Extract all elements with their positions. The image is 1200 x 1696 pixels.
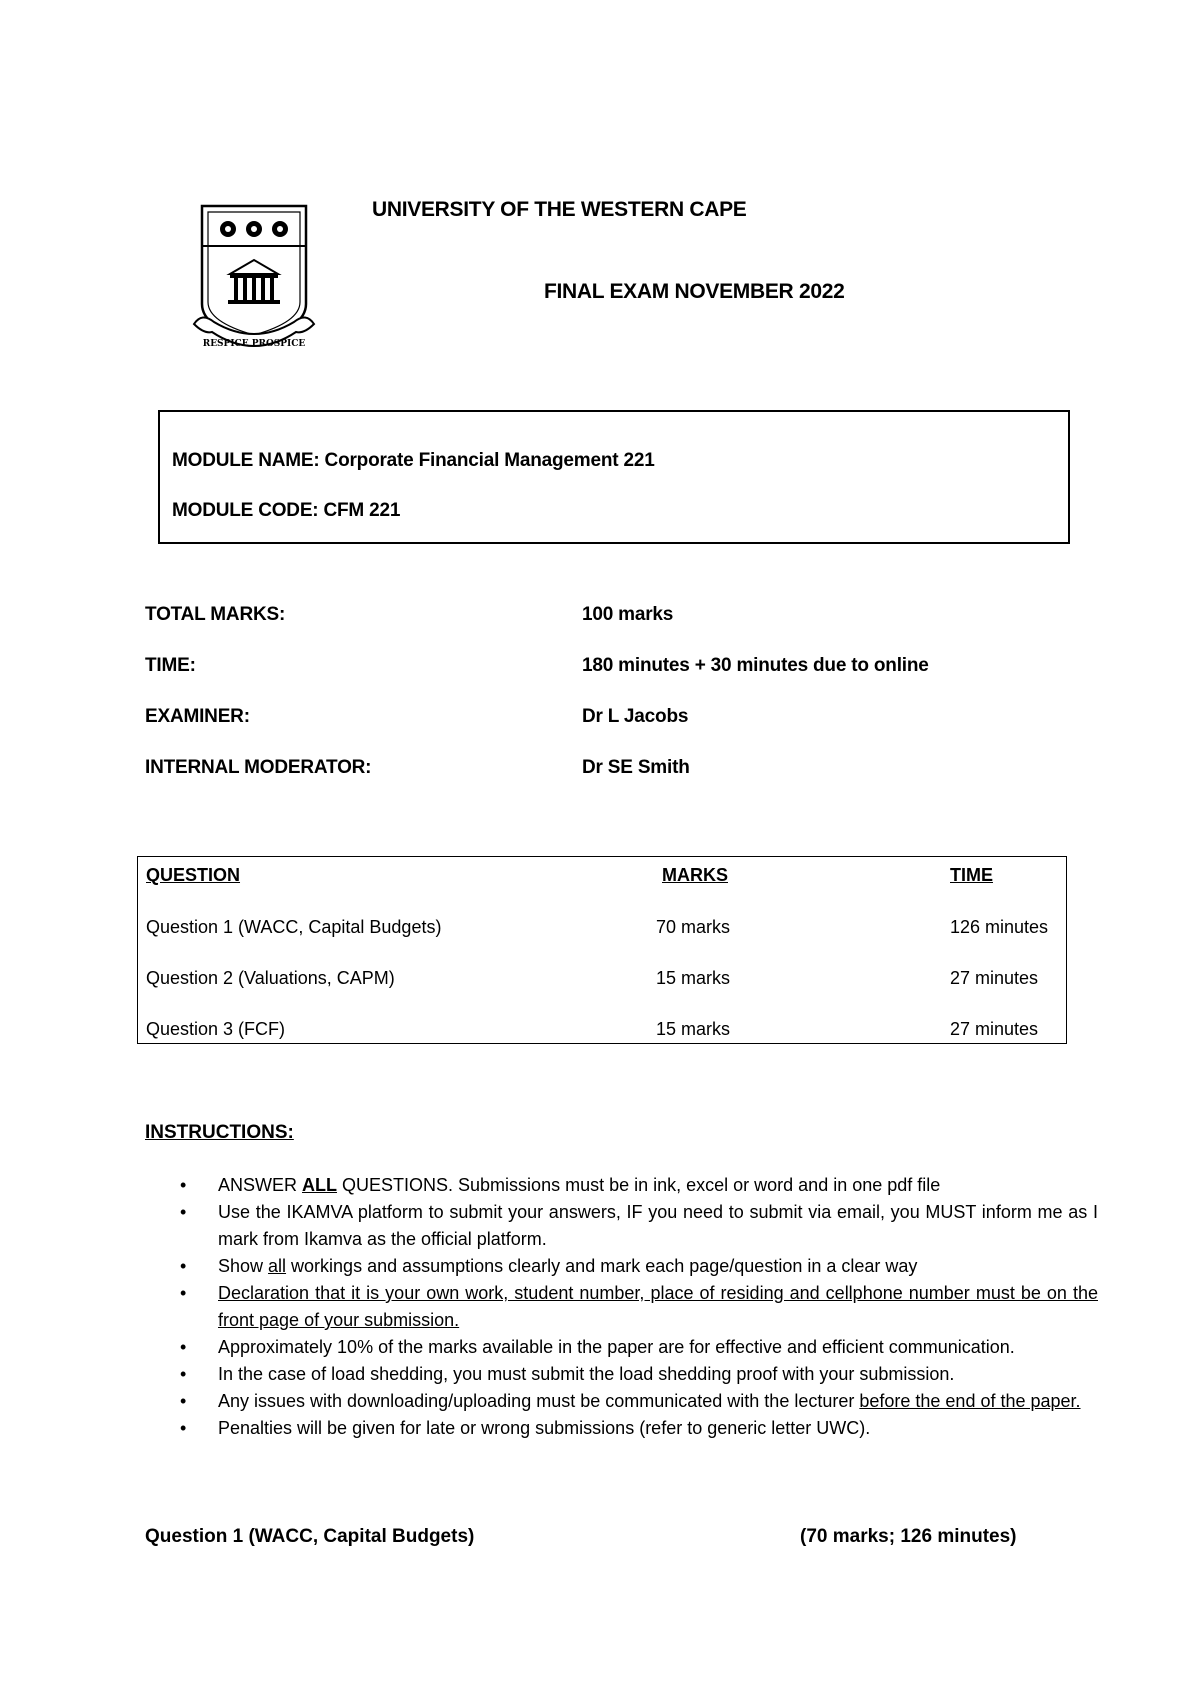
table-header-time: TIME [950, 865, 993, 885]
moderator-label: INTERNAL MODERATOR: [145, 757, 372, 778]
crest-shield-icon [192, 200, 316, 362]
table-row-marks: 15 marks [656, 1019, 731, 1039]
list-item: • In the case of load shedding, you must submit the load shedding proof with your submission. [218, 1361, 1098, 1388]
table-row-time: 27 minutes [950, 968, 1039, 988]
list-item: • Show all workings and assumptions clearly and mark each page/question in a clear way [218, 1253, 1098, 1280]
list-item: • Any issues with downloading/uploading must be communicated with the lecturer before the end of the paper. [218, 1388, 1098, 1415]
time-value: 180 minutes + 30 minutes due to online [582, 655, 929, 676]
table-row-marks: 70 marks [656, 917, 731, 937]
exam-title: FINAL EXAM NOVEMBER 2022 [544, 280, 845, 303]
table-row-question: Question 3 (FCF) [146, 1019, 286, 1039]
table-row-marks: 15 marks [656, 968, 731, 988]
list-item: • Approximately 10% of the marks available in the paper are for effective and efficient communication. [218, 1334, 1098, 1361]
instructions-list [178, 1172, 1098, 1442]
table-header-question: QUESTION [146, 865, 241, 885]
moderator-value: Dr SE Smith [582, 757, 690, 778]
question-table [137, 856, 1067, 1044]
question1-marks: (70 marks; 126 minutes) [800, 1526, 1017, 1547]
examiner-value: Dr L Jacobs [582, 706, 689, 727]
module-name: MODULE NAME: Corporate Financial Management 221 [172, 450, 655, 471]
table-row-time: 27 minutes [950, 1019, 1039, 1039]
crest-motto: RESPICE PROSPICE [202, 339, 306, 349]
list-item: • Use the IKAMVA platform to submit your answers, IF you need to submit via email, you MUST inform me as I mark from Ikamva as the official platform. [218, 1199, 1098, 1253]
table-row-time: 126 minutes [950, 917, 1049, 937]
university-title: UNIVERSITY OF THE WESTERN CAPE [372, 198, 747, 221]
total-marks-value: 100 marks [582, 604, 674, 625]
list-item: • ANSWER ALL QUESTIONS. Submissions must be in ink, excel or word and in one pdf file [218, 1172, 1098, 1199]
examiner-label: EXAMINER: [145, 706, 250, 727]
list-item: • Penalties will be given for late or wrong submissions (refer to generic letter UWC). [218, 1415, 1098, 1442]
table-header-marks: MARKS [662, 865, 728, 885]
module-code: MODULE CODE: CFM 221 [172, 500, 401, 521]
table-row-question: Question 2 (Valuations, CAPM) [146, 968, 395, 988]
table-row-question: Question 1 (WACC, Capital Budgets) [146, 917, 442, 937]
time-label: TIME: [145, 655, 196, 676]
total-marks-label: TOTAL MARKS: [145, 604, 286, 625]
module-box [158, 410, 1070, 544]
question1-title: Question 1 (WACC, Capital Budgets) [145, 1526, 475, 1547]
university-crest [192, 200, 316, 362]
instructions-heading: INSTRUCTIONS: [145, 1122, 294, 1143]
list-item: • Declaration that it is your own work, student number, place of residing and cellphone number must be on the front page of your submission. [218, 1280, 1098, 1334]
